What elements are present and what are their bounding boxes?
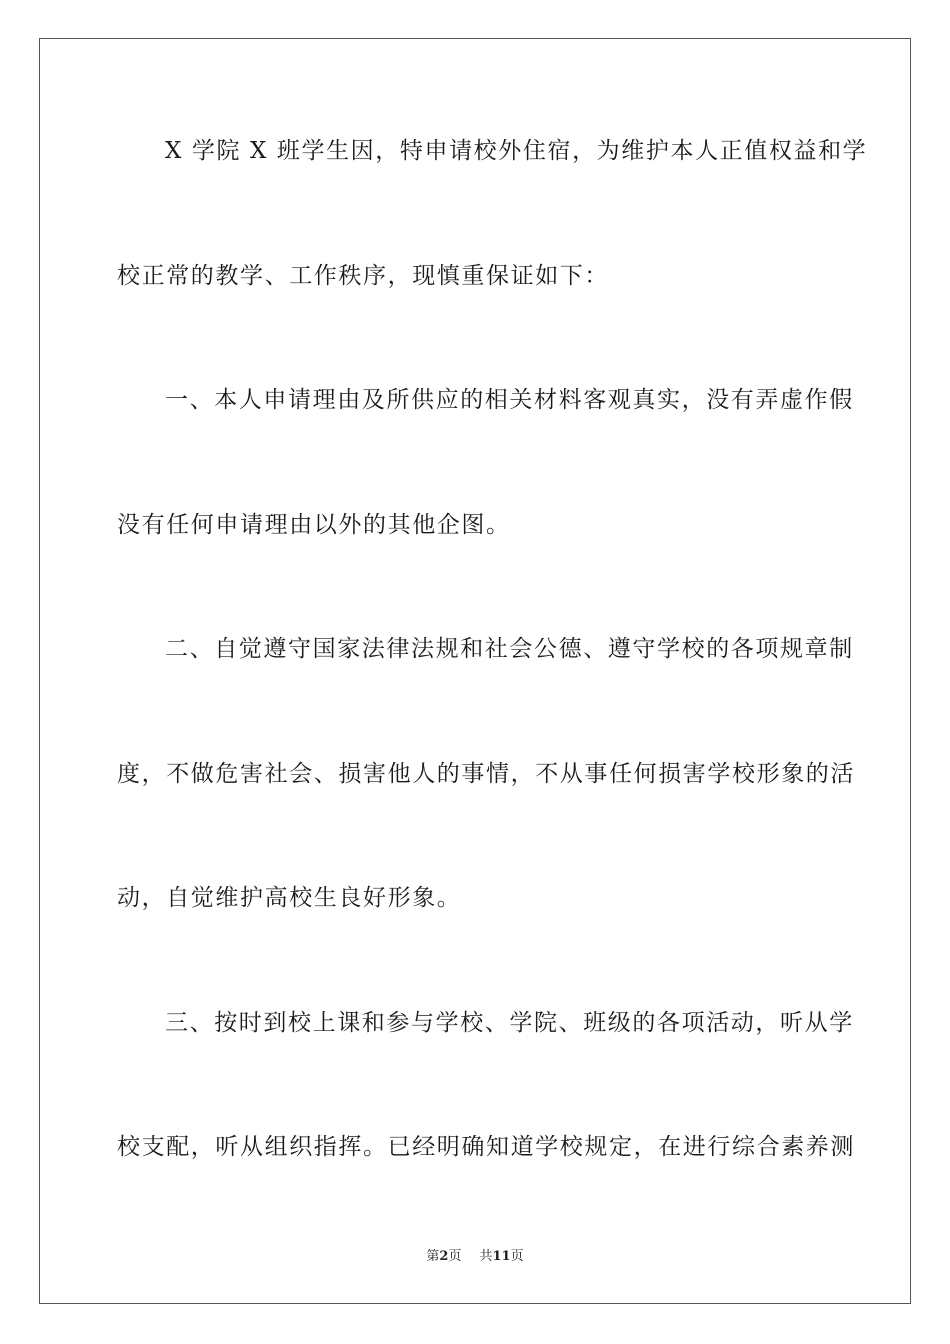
total-pages: 11 <box>492 1249 511 1264</box>
page-number: 2 <box>439 1249 449 1264</box>
paragraph-2-line-1: 一、本人申请理由及所供应的相关材料客观真实，没有弄虚作假 <box>165 387 854 413</box>
paragraph-3-line-1: 二、自觉遵守国家法律法规和社会公德、遵守学校的各项规章制 <box>165 636 854 662</box>
paragraph-3-line-3: 动，自觉维护高校生良好形象。 <box>117 885 462 911</box>
paragraph-1-line-1: X 学院 X 班学生因，特申请校外住宿，为维护本人正值权益和学 <box>165 138 868 164</box>
page-border <box>39 38 911 1304</box>
page-prefix: 第 <box>426 1249 440 1264</box>
page-footer <box>0 1249 950 1265</box>
paragraph-2-line-2: 没有任何申请理由以外的其他企图。 <box>117 512 511 538</box>
total-prefix: 共 <box>479 1249 493 1264</box>
paragraph-4-line-1: 三、按时到校上课和参与学校、学院、班级的各项活动，听从学 <box>165 1010 854 1036</box>
paragraph-3-line-2: 度，不做危害社会、损害他人的事情，不从事任何损害学校形象的活 <box>117 761 855 787</box>
total-suffix: 页 <box>510 1249 524 1264</box>
page-suffix: 页 <box>448 1249 462 1264</box>
paragraph-4-line-2: 校支配，听从组织指挥。已经明确知道学校规定，在进行综合素养测 <box>117 1134 855 1160</box>
paragraph-1-line-2: 校正常的教学、工作秩序，现慎重保证如下： <box>117 263 609 289</box>
